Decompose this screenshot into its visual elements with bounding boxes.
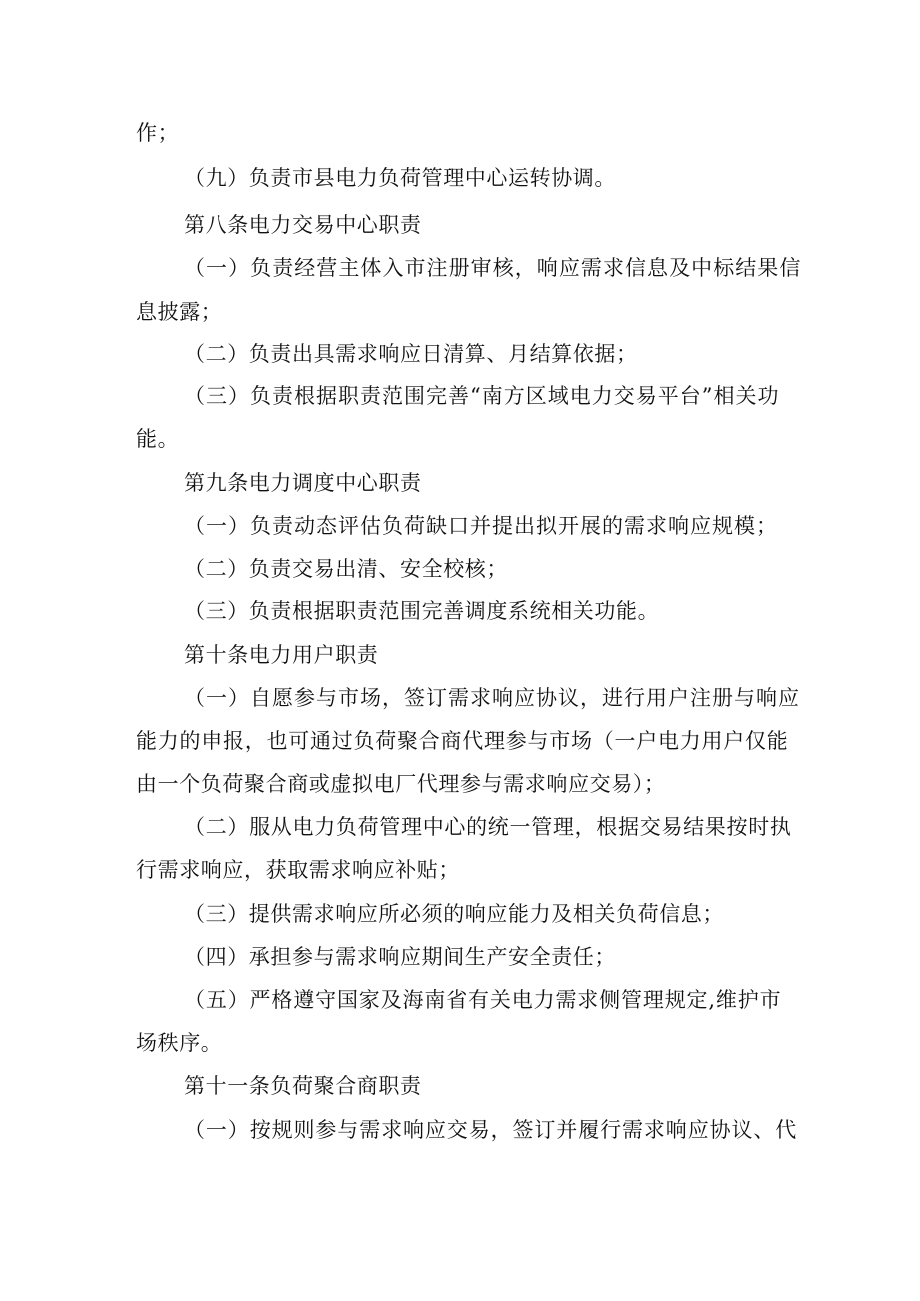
- text-line: 能。: [136, 427, 180, 451]
- text-line: 能力的申报，也可通过负荷聚合商代理参与市场（一户电力用户仅能: [136, 729, 789, 753]
- list-item: （三）提供需求响应所必须的响应能力及相关负荷信息；: [184, 902, 724, 926]
- list-item: （五）严格遵守国家及海南省有关电力需求侧管理规定,维护市: [184, 988, 782, 1012]
- list-item: （四）承担参与需求响应期间生产安全责任；: [184, 945, 616, 969]
- article-heading: 第八条电力交易中心职责: [184, 213, 422, 237]
- list-item: （一）负责经营主体入市注册审核，响应需求信息及中标结果信: [184, 256, 802, 280]
- list-item: （三）负责根据职责范围完善调度系统相关功能。: [184, 599, 660, 623]
- text-line: 息披露；: [136, 300, 223, 324]
- list-item: （一）自愿参与市场，签订需求响应协议，进行用户注册与响应: [184, 686, 800, 710]
- list-item: （二）服从电力负荷管理中心的统一管理，根据交易结果按时执: [184, 815, 792, 839]
- article-heading: 第十条电力用户职责: [184, 643, 379, 667]
- list-item: （九）负责市县电力负荷管理中心运转协调。: [184, 166, 616, 190]
- list-item: （二）负责交易出清、安全校核；: [184, 557, 508, 581]
- article-heading: 第十一条负荷聚合商职责: [184, 1074, 422, 1098]
- list-item: （一）按规则参与需求响应交易，签订并履行需求响应协议、代: [184, 1118, 798, 1142]
- list-item: （三）负责根据职责范围完善“南方区域电力交易平台”相关功: [184, 384, 780, 408]
- text-line: 场秩序。: [136, 1031, 223, 1055]
- list-item: （二）负责出具需求响应日清算、月结算依据；: [184, 342, 638, 366]
- article-heading: 第九条电力调度中心职责: [184, 471, 422, 495]
- text-line: 行需求响应，获取需求响应补贴；: [136, 858, 460, 882]
- list-item: （一）负责动态评估负荷缺口并提出拟开展的需求响应规模；: [184, 514, 778, 538]
- text-line: 由一个负荷聚合商或虚拟电厂代理参与需求响应交易）；: [136, 772, 666, 796]
- text-line: 作；: [136, 121, 180, 145]
